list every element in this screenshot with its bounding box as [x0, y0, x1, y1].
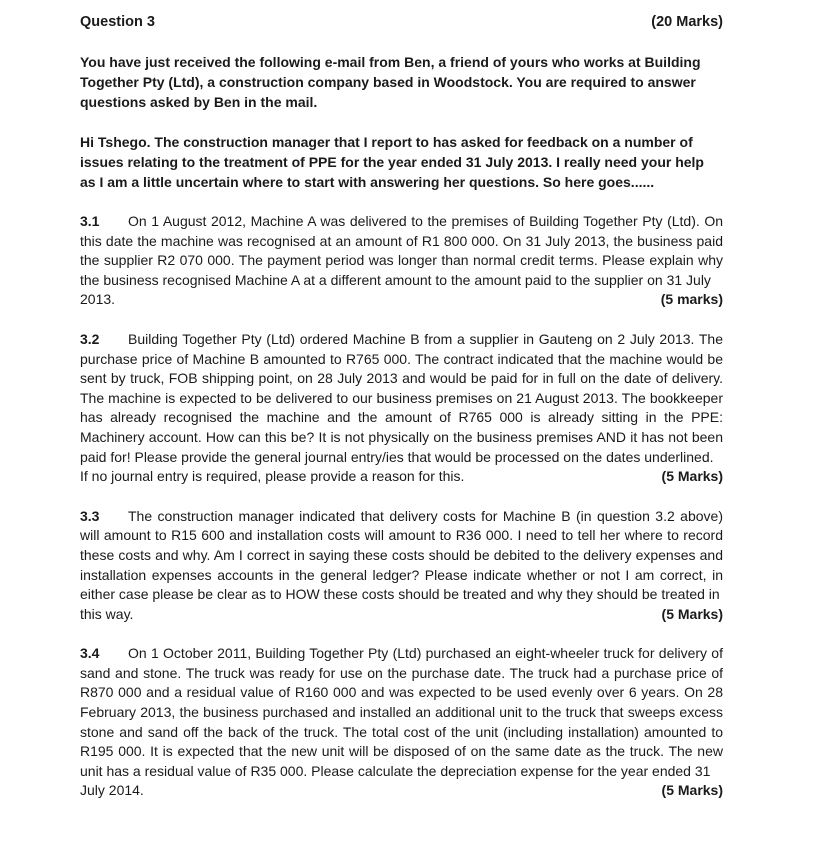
item-last-line: this way. [80, 605, 134, 622]
question-item-3-4 [80, 644, 723, 801]
item-text: Building Together Pty (Ltd) ordered Machine B from a supplier in Gauteng on 2 July 2013. The purchase price of Machine B amounted to R765 000. The contract indicated that the machine would be sent by truck, FOB shipping point, on 28 July 2013 and would be paid for in full on the date of delivery. The machine is expected to be delivered to our business premises on 21 August 2013. The bookkeeper has already recognised the machine and the amount of R765 000 is already sitting in the PPE: Machinery account. How can this be? It is not physically on the business premises AND it has not been paid for! Please provide the general journal entry/ies that would be processed on the dates underlined. [80, 330, 723, 465]
item-marks: (5 Marks) [661, 782, 723, 799]
item-number: 3.4 [80, 645, 100, 662]
item-number: 3.3 [80, 507, 100, 524]
item-last-line: July 2014. [80, 782, 144, 799]
item-text: On 1 October 2011, Building Together Pty (Ltd) purchased an eight-wheeler truck for delivery of sand and stone. The truck was ready for use on the purchase date. The truck had a purchase price of R870 000 and a residual value of R160 000 and was expected to be used evenly over 6 years. On 28 February 2013, the business purchased and installed an additional unit to the truck that sweeps excess stone and sand off the back of the truck. The total cost of the unit (including installation) amounted to R195 000. It is expected that the new unit will be disposed of on the same date as the truck. The new unit has a residual value of R35 000. Please calculate the depreciation expense for the year ended 31 [80, 645, 723, 779]
question-item-3-2 [80, 330, 723, 487]
item-number: 3.2 [80, 330, 100, 347]
item-marks: (5 Marks) [661, 605, 723, 622]
question-item-3-1 [80, 212, 723, 310]
item-number: 3.1 [80, 213, 100, 229]
item-last-line: If no journal entry is required, please provide a reason for this. [80, 468, 465, 485]
item-text: On 1 August 2012, Machine A was delivered to the premises of Building Together Pty (Ltd). On this date the machine was recognised at an amount of R1 800 000. On 31 July 2013, the business paid the supplier R2 070 000. The payment period was longer than normal credit terms. Please explain why the business recognised Machine A at a different amount to the amount paid to the supplier on 31 July [80, 213, 723, 288]
item-marks: (5 Marks) [661, 468, 723, 485]
question-title: Question 3 [80, 14, 155, 30]
item-text: The construction manager indicated that delivery costs for Machine B (in question 3.2 above) will amount to R15 600 and installation costs will amount to R36 000. I need to tell her where to record these costs and why. Am I correct in saying these costs should be debited to the delivery expenses and installation expenses accounts in the general ledger? Please indicate whether or not I am correct, in either case please be clear as to HOW these costs should be treated and why they should be treated in [80, 507, 723, 603]
question-page [80, 12, 723, 801]
intro-paragraph: You have just received the following e-mail from Ben, a friend of yours who works at Building Together Pty (Ltd), a construction company based in Woodstock. You are required to answer questions asked by Ben in the mail. [80, 54, 701, 110]
question-marks: (20 Marks) [651, 14, 723, 30]
item-marks: (5 marks) [660, 291, 723, 308]
email-paragraph: Hi Tshego. The construction manager that I report to has asked for feedback on a number of issues relating to the treatment of PPE for the year ended 31 July 2013. I really need your help as I am a little uncertain where to start with answering her questions. So here goes...... [80, 134, 704, 190]
item-last-line: 2013. [80, 291, 116, 308]
question-item-3-3 [80, 507, 723, 625]
question-header [80, 12, 723, 32]
